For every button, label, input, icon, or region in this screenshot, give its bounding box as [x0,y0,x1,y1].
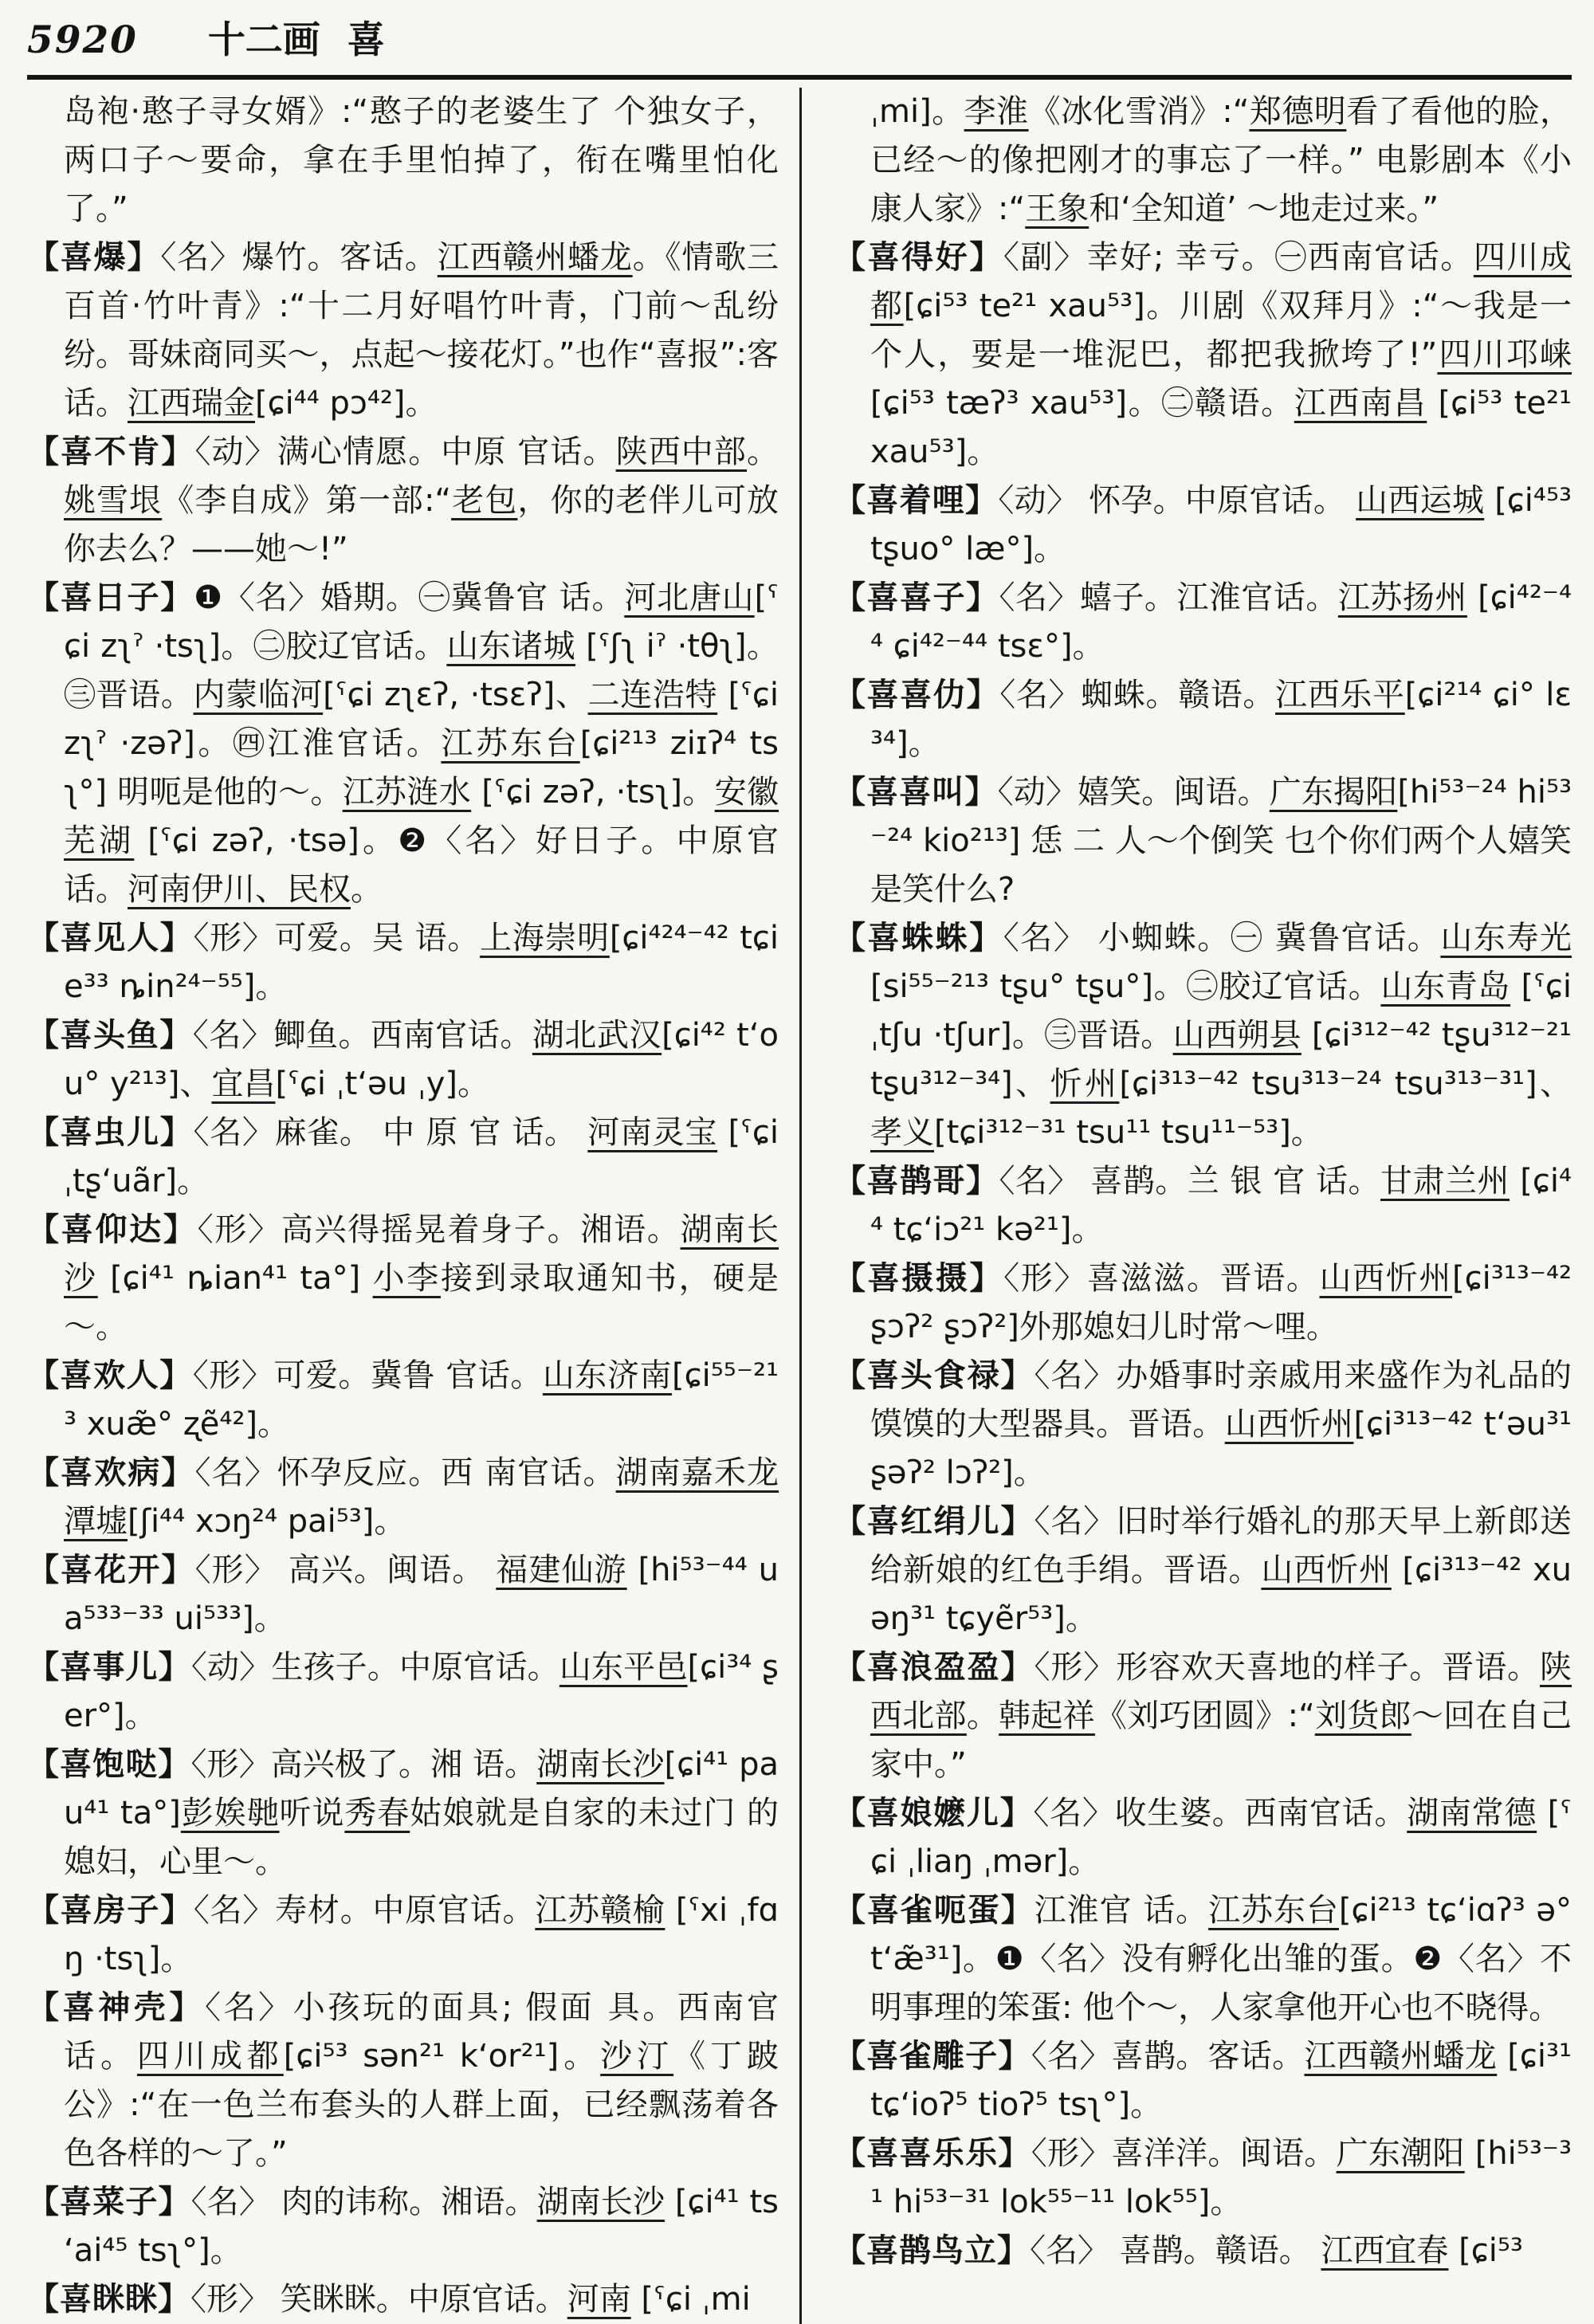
entry-text: [ɕi³¹³⁻⁴² tʻəu³¹ ʂəʔ² lɔʔ²]。 [870,1406,1572,1491]
entry-text: [ˤɕi ˌliaŋ ˌmər]。 [870,1795,1572,1880]
entry-headword: 【喜不肯】 [27,434,195,470]
dict-entry [27,1886,779,1984]
entry-text: [ɕi⁵⁵⁻²¹³ xuæ̃° ʐẽ⁴²]。 [64,1357,779,1443]
entry-text: 〈动〉嬉笑。闽语。 [997,774,1270,811]
proper-name: 湖南长沙 [536,2184,665,2220]
entry-text: [si⁵⁵⁻²¹³ tʂu° tʂu°]。㊁胶辽官话。 [870,968,1381,1005]
entry-text: 〈形〉喜滋滋。晋语。 [1003,1260,1320,1297]
dict-entry [27,1206,779,1352]
dict-entry-continuation [834,88,1572,234]
proper-name: 韩起祥 [999,1698,1095,1734]
entry-headword: 【喜头鱼】 [27,1017,193,1054]
entry-text: 〈名〉蜘蛛。赣语。 [999,677,1276,713]
entry-text: [ɕi⁴⁴ pɔ⁴²]。 [255,385,438,422]
proper-name: 江西南昌 [1294,385,1427,422]
proper-name: 湖南长沙 [64,1211,779,1297]
entry-text: 接到录取通知书，硬是～。 [64,1260,779,1345]
dict-entry [27,1984,779,2178]
proper-name: 河北唐山 [624,579,755,616]
proper-name: 山东济南 [542,1357,673,1394]
proper-name: 山东寿光 [1440,920,1572,956]
dict-entry [27,1546,779,1643]
dict-entry [834,1352,1572,1498]
entry-text: 〈名〉喜鹊。客话。 [1031,2038,1305,2075]
entry-text: 看了看他的脸，已经～的像把刚才的事忘了一样。” 电影剧本《小康人家》:“ [870,93,1572,227]
entry-headword: 【喜仰达】 [27,1211,198,1248]
proper-name: 山西忻州 [1261,1552,1392,1588]
header-rule [27,75,1572,80]
proper-name: 山西朔县 [1172,1017,1302,1054]
proper-name: 江苏东台 [441,725,580,762]
dict-entry [834,1157,1572,1254]
dict-entry [834,914,1572,1157]
entry-text: 〈动〉 怀孕。中原官话。 [998,482,1356,519]
dict-entry [27,1109,779,1206]
dict-entry [27,428,779,574]
entry-headword: 【喜雀雕子】 [834,2038,1031,2075]
entry-text: [ˤɕi zʅˀ ·tsʅ]。㊁胶辽官话。 [64,579,779,665]
entry-text: 〈名〉 喜鹊。兰 银 官 话。 [999,1163,1381,1199]
entry-text: 〈形〉高兴得摇晃着身子。湘语。 [197,1211,681,1248]
entry-text: 〈名〉办婚事时亲戚用来盛作为礼品的馍馍的大型器具。晋语。 [870,1357,1572,1443]
entry-text: [ɕi⁴⁴ tɕʻiɔ²¹ kə²¹]。 [870,1163,1572,1248]
proper-name: 刘货郎 [1314,1698,1411,1734]
entry-text: 〈形〉喜洋洋。闽语。 [1031,2135,1337,2172]
entry-text: [ˤʃʅ iˀ ·tθʅ]。㊂晋语。 [64,628,779,713]
entry-headword: 【喜欢病】 [27,1454,195,1491]
entry-text: ˌmi]。 [870,93,964,130]
entry-headword: 【喜房子】 [27,1892,194,1929]
dict-entry [27,1011,779,1109]
entry-text: [ˤɕi ˌtʃu ·tʃur]。㊂晋语。 [870,968,1572,1054]
proper-name: 河南伊川、民权 [128,871,351,908]
entry-text: [ɕi⁴² tʻou° y²¹³]、 [64,1017,779,1102]
proper-name: 山东诸城 [446,628,576,665]
proper-name: 甘肃兰州 [1380,1163,1510,1199]
entry-text: [ɕi²¹⁴ ɕi° lɛ³⁴]。 [870,677,1572,762]
entry-text: [ɕi³¹³⁻⁴² tsu³¹³⁻²⁴ tsu³¹³⁻³¹]、 [1119,1066,1572,1102]
proper-name: 陕西北部 [870,1649,1572,1734]
entry-text: [tɕi³¹²⁻³¹ tsu¹¹ tsu¹¹⁻⁵³]。 [934,1114,1323,1151]
entry-text: ～回在自己家中。” [870,1698,1572,1783]
entry-text: 〈形〉可爱。冀鲁 官话。 [192,1357,543,1394]
proper-name: 湖南嘉禾龙潭墟 [64,1454,779,1540]
entry-text: 〈名〉蟢子。江淮官话。 [999,579,1338,616]
dict-entry [834,1789,1572,1886]
entry-text: 〈形〉 笑眯眯。中原官话。 [190,2281,567,2318]
entry-headword: 【喜日子】 [27,579,194,616]
entry-text: 〈动〉生孩子。中原官话。 [190,1649,559,1686]
entry-text: 〈形〉形容欢天喜地的样子。晋语。 [1034,1649,1541,1686]
entry-headword: 【喜头食禄】 [834,1357,1035,1394]
entry-text: [ʃi⁴⁴ xɔŋ²⁴ pai⁵³]。 [128,1503,406,1540]
entry-text: ❶〈名〉婚期。㊀冀鲁官 话。 [194,579,625,616]
proper-name: 李淮 [964,93,1029,130]
dict-entry [834,234,1572,477]
proper-name: 江苏赣榆 [535,1892,665,1929]
entry-headword: 【喜见人】 [27,920,194,956]
entry-text: 岛袍·憨子寻女婿》:“憨子的老婆生了 个独女子，两口子～要命，拿在手里怕掉了，衔在嘴里怕化了。” [64,93,779,227]
entry-text: [ˤɕi zəʔ, ·tsə]。❷〈名〉好日子。中原官话。 [64,822,779,908]
entry-text: [ɕi²¹³ tɕʻiɑʔ³ ə° tʻæ̃³¹]。❶〈名〉没有孵化出雏的蛋。❷〈名〉不明事理的笨蛋: 他个～，人家拿他开心也不晓得。 [870,1892,1572,2026]
entry-text: [ˤɕi zʅˀ ·zəʔ]。㊃江淮官话。 [64,677,779,762]
dict-entry [834,2032,1572,2130]
entry-text: [ˤɕi ˌtʂʻuãr]。 [64,1114,779,1199]
entry-text: [ɕi⁴⁵³ tʂuo° læ°]。 [870,482,1572,567]
right-column [799,88,1572,2324]
entry-text: [ɕi⁵³ te²¹ xau⁵³]。川剧《双拜月》:“～我是一个人，要是一堆泥巴，都把我掀垮了!” [870,288,1572,373]
entry-headword: 【喜红绢儿】 [834,1503,1035,1540]
dict-entry [27,2178,779,2275]
entry-text: 〈名〉寿材。中原官话。 [193,1892,536,1929]
entry-text: 〈名〉旧时举行婚礼的那天早上新郎送给新娘的红色手绢。晋语。 [870,1503,1572,1588]
entry-text: 〈名〉 喜鹊。赣语。 [1030,2232,1321,2269]
page-number: 5920 [27,18,138,62]
entry-text: [ɕi⁴¹ tsʻai⁴⁵ tsʅ°]。 [64,2184,779,2269]
proper-name: 二连浩特 [587,677,718,713]
entry-text: 〈名〉小孩玩的面具; 假面 具。西南官话。 [64,1989,779,2075]
section-character: 喜 [347,18,385,62]
dict-entry [834,671,1572,768]
dict-entry [27,574,779,914]
proper-name: 湖南长沙 [536,1746,665,1783]
entry-text: [ɕi⁴¹ pau⁴¹ ta°] [64,1746,779,1831]
entry-text: ，你的老伴儿可放你去么？——她～!” [64,482,779,567]
proper-name: 广东揭阳 [1269,774,1398,811]
dict-entry [27,1643,779,1741]
proper-name: 孝义 [870,1114,934,1151]
entry-text: [ɕi⁴²⁻⁴⁴ ɕi⁴²⁻⁴⁴ tsɛ°]。 [870,579,1572,665]
entry-text: [ɕi⁴¹ ȵian⁴¹ ta°] [97,1260,373,1297]
dict-entry [27,234,779,428]
section-stroke-count: 十二画 [207,18,320,62]
entry-text: 〈形〉 高兴。闽语。 [194,1552,497,1588]
dict-entry [27,2275,779,2324]
proper-name: 王象 [1025,190,1089,227]
entry-text: 听说 [279,1795,345,1831]
dict-entry [834,1643,1572,1789]
entry-text: 〈名〉鲫鱼。西南官话。 [192,1017,532,1054]
page-header [27,18,1572,64]
proper-name: 江苏涟水 [342,774,472,811]
entry-headword: 【喜浪盈盈】 [834,1649,1035,1686]
dict-entry [27,1352,779,1449]
entry-text: 。 [747,434,779,470]
entry-text: 《丁跛公》:“在一色兰布套头的人群上面，已经飘荡着各色各样的～了。” [64,2038,779,2172]
entry-text: [ɕi⁴²⁴⁻⁴² tɕie³³ ȵin²⁴⁻⁵⁵]。 [64,920,779,1005]
proper-name: 广东潮阳 [1336,2135,1465,2172]
entry-text: [ˤɕi zʅɛʔ, ·tsɛʔ]、 [323,677,588,713]
entry-headword: 【喜菜子】 [27,2184,191,2220]
entry-text: 〈名〉 小蜘蛛。㊀ 冀鲁官话。 [1003,920,1441,956]
dict-entry [834,1886,1572,2032]
entry-text: 〈形〉可爱。吴 语。 [193,920,481,956]
entry-text: 《刘巧团圆》:“ [1094,1698,1315,1734]
entry-text: [ɕi³¹³⁻⁴² xuəŋ³¹ tɕyẽr⁵³]。 [870,1552,1572,1637]
proper-name: 湖南常德 [1407,1795,1537,1831]
proper-name: 内蒙临河 [193,677,324,713]
entry-headword: 【喜事儿】 [27,1649,191,1686]
proper-name: 四川邛崃 [1437,336,1572,373]
entry-headword: 【喜娘嬷儿】 [834,1795,1034,1831]
entry-text: [ɕi⁵³ [1448,2232,1523,2269]
dict-entry [27,1741,779,1886]
dict-entry [27,914,779,1011]
proper-name: 湖北武汉 [532,1017,662,1054]
entry-headword: 【喜虫儿】 [27,1114,194,1151]
proper-name: 山西运城 [1356,482,1485,519]
entry-text: [ɕi⁵³ te²¹ xau⁵³]。 [870,385,1572,470]
entry-headword: 【喜神壳】 [27,1989,205,2026]
entry-headword: 【喜饱哒】 [27,1746,191,1783]
entry-text: 。 [966,1698,999,1734]
proper-name: 安徽芜湖 [64,774,779,859]
entry-text: [ˤɕi ˌtʻəu ˌy]。 [275,1066,490,1102]
entry-headword: 【喜喜乐乐】 [834,2135,1031,2172]
dictionary-body [27,88,1572,2324]
entry-text: [ˤɕi zəʔ, ·tsʅ]。 [471,774,715,811]
proper-name: 山东青岛 [1380,968,1511,1005]
proper-name: 江西赣州蟠龙 [1304,2038,1498,2075]
dict-entry [27,1449,779,1546]
proper-name: 江西瑞金 [128,385,255,422]
entry-headword: 【喜鹊哥】 [834,1163,999,1199]
entry-text: 。 [351,871,383,908]
entry-headword: 【喜摄摄】 [834,1260,1004,1297]
proper-name: 河南 [567,2281,631,2318]
entry-text: [ɕi³¹ tɕʻioʔ⁵ tioʔ⁵ tsʅ°]。 [870,2038,1572,2123]
entry-text: 〈名〉爆竹。客话。 [160,239,438,276]
entry-text: [hi⁵³⁻⁴⁴ ua⁵³³⁻³³ ui⁵³³]。 [64,1552,779,1637]
proper-name: 江西乐平 [1275,677,1405,713]
proper-name: 山东平邑 [559,1649,688,1686]
entry-text: [ɕi⁵³ sən²¹ kʻor²¹]。 [283,2038,601,2075]
entry-headword: 【喜鹊鸟立】 [834,2232,1030,2269]
entry-text: 和‘全知道’ ～地走过来。” [1089,190,1439,227]
entry-headword: 【喜雀呃蛋】 [834,1892,1035,1929]
entry-text: 《冰化雪消》:“ [1028,93,1250,130]
entry-text: 〈名〉收生婆。西南官话。 [1033,1795,1408,1831]
proper-name: 江西赣州蟠龙 [437,239,633,276]
proper-name: 陕西中部 [615,434,748,470]
entry-text: [ˤxi ˌfɑŋ ·tsʅ]。 [64,1892,779,1977]
entry-headword: 【喜喜子】 [834,579,999,616]
entry-text: 〈形〉高兴极了。湘 语。 [190,1746,537,1783]
entry-text: [ɕi³¹³⁻⁴² ʂɔʔ² ʂɔʔ²]外那媳妇儿时常～哩。 [870,1260,1572,1345]
entry-headword: 【喜蛛蛛】 [834,920,1003,956]
proper-name: 沙汀 [600,2038,674,2075]
dict-entry [834,768,1572,914]
proper-name: 江苏东台 [1208,1892,1339,1929]
proper-name: 山西忻州 [1224,1406,1354,1443]
entry-text: [ɕi³⁴ ʂer°]。 [64,1649,779,1734]
proper-name: 彭娭毑 [180,1795,280,1831]
proper-name: 江苏扬州 [1337,579,1467,616]
entry-text: 〈名〉麻雀。 中 原 官 话。 [193,1114,588,1151]
entry-text: [hi⁵³⁻²⁴ hi⁵³⁻²⁴ kio²¹³] 恁 二 人～个倒笑 乜个你们两个人嬉笑是笑什么? [870,774,1572,908]
entry-text: 〈名〉 肉的讳称。湘语。 [190,2184,537,2220]
entry-headword: 【喜花开】 [27,1552,195,1588]
proper-name: 上海崇明 [480,920,610,956]
proper-name: 小李 [372,1260,441,1297]
proper-name: 四川成都 [136,2038,284,2075]
proper-name: 忻州 [1050,1066,1120,1102]
proper-name: 宜昌 [211,1066,276,1102]
proper-name: 河南灵宝 [587,1114,718,1151]
entry-text: 〈动〉满心情愿。中原 官话。 [194,434,616,470]
dict-entry [834,477,1572,574]
dict-entry [834,1498,1572,1643]
proper-name: 山西忻州 [1319,1260,1453,1297]
dict-entry [834,1254,1572,1352]
entry-text: 。《情歌三百首·竹叶青》:“十二月好唱竹叶青，门前～乱纷纷。哥妹商同买～，点起～接花灯。”也作“喜报”:客话。 [64,239,779,422]
entry-text: 〈副〉幸好; 幸亏。㊀西南官话。 [1003,239,1474,276]
entry-headword: 【喜喜叫】 [834,774,998,811]
entry-headword: 【喜着哩】 [834,482,999,519]
entry-text: 姑娘就是自家的未过门 的 媳妇，心里～。 [64,1795,779,1880]
entry-text: [hi⁵³⁻³¹ hi⁵³⁻³¹ lok⁵⁵⁻¹¹ lok⁵⁵]。 [870,2135,1572,2220]
entry-headword: 【喜眯眯】 [27,2281,190,2318]
entry-text: [ɕi⁵³ tæʔ³ xau⁵³]。㊁赣语。 [870,385,1294,422]
proper-name: 秀春 [344,1795,410,1831]
dict-entry [834,2130,1572,2227]
dict-entry [834,2227,1572,2275]
entry-text: 江淮官 话。 [1034,1892,1209,1929]
entry-text: 〈名〉怀孕反应。西 南官话。 [194,1454,616,1491]
entry-headword: 【喜欢人】 [27,1357,193,1394]
left-column [27,88,799,2324]
proper-name: 福建仙游 [496,1552,627,1588]
entry-headword: 【喜喜仂】 [834,677,1000,713]
entry-text: [ɕi³¹²⁻⁴² tʂu³¹²⁻²¹ tʂu³¹²⁻³⁴]、 [870,1017,1572,1102]
proper-name: 郑德明 [1249,93,1347,130]
entry-headword: 【喜得好】 [834,239,1003,276]
entry-text: [ˤɕi ˌmi [630,2281,751,2318]
proper-name: 江西宜春 [1321,2232,1449,2269]
entry-headword: 【喜爆】 [27,239,161,276]
proper-name: 老包 [451,482,518,519]
dict-entry-continuation [27,88,779,234]
entry-text: 《李自成》第一部:“ [162,482,452,519]
proper-name: 四川成都 [870,239,1572,324]
dict-entry [834,574,1572,671]
proper-name: 姚雪垠 [64,482,163,519]
entry-text: [ɕi²¹³ ziɪʔ⁴ tsʅ°] 明呃是他的～。 [64,725,779,811]
